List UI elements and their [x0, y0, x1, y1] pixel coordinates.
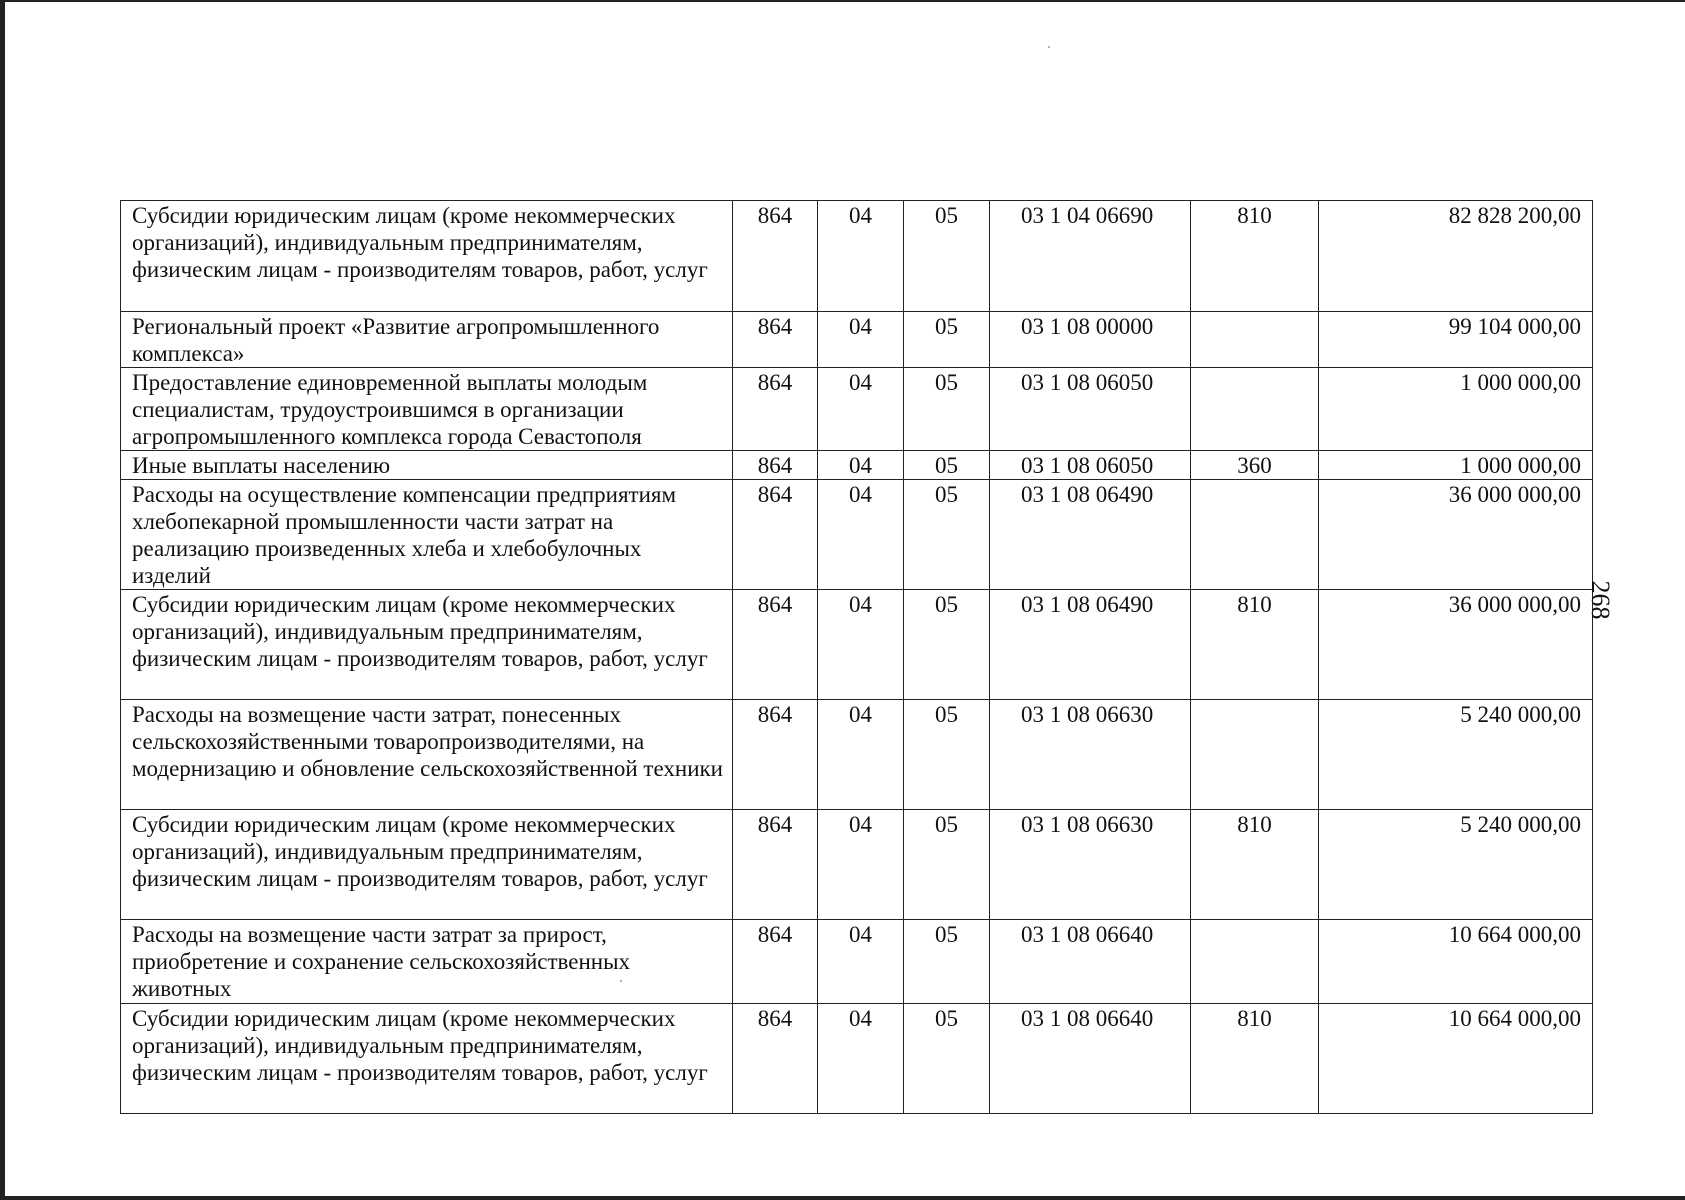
row-name-cell: Предоставление единовременной выплаты молодым специалистам, трудоустроившимся в организации агропромышленного комплекса города Севастополя	[121, 368, 733, 451]
section-cell: 04	[818, 920, 904, 1004]
ved-cell: 864	[733, 480, 818, 590]
expense-type-cell	[1191, 700, 1319, 810]
table-row	[121, 480, 1593, 590]
budget-table	[120, 200, 1593, 1114]
row-name-cell: Субсидии юридическим лицам (кроме некоммерческих организаций), индивидуальным предпринимателям, физическим лицам - производителям товаров, работ, услуг	[121, 810, 733, 920]
target-article-cell: 03 1 08 06050	[990, 368, 1191, 451]
table-row	[121, 451, 1593, 480]
target-article-cell: 03 1 04 06690	[990, 201, 1191, 312]
row-name-cell: Расходы на осуществление компенсации предприятиям хлебопекарной промышленности части затрат на реализацию произведенных хлеба и хлебобулочных изделий	[121, 480, 733, 590]
amount-cell: 36 000 000,00	[1319, 590, 1593, 700]
page-number: 268	[1586, 580, 1615, 620]
expense-type-cell	[1191, 480, 1319, 590]
subsection-cell: 05	[904, 700, 990, 810]
row-name-cell: Субсидии юридическим лицам (кроме некоммерческих организаций), индивидуальным предпринимателям, физическим лицам - производителям товаров, работ, услуг	[121, 201, 733, 312]
amount-cell: 99 104 000,00	[1319, 312, 1593, 368]
expense-type-cell: 810	[1191, 590, 1319, 700]
page-edge-bottom	[0, 1196, 1685, 1200]
table-row	[121, 201, 1593, 312]
section-cell: 04	[818, 312, 904, 368]
amount-cell: 36 000 000,00	[1319, 480, 1593, 590]
row-name-cell: Субсидии юридическим лицам (кроме некоммерческих организаций), индивидуальным предпринимателям, физическим лицам - производителям товаров, работ, услуг	[121, 590, 733, 700]
ved-cell: 864	[733, 1004, 818, 1114]
table-row	[121, 312, 1593, 368]
target-article-cell: 03 1 08 06490	[990, 480, 1191, 590]
table-row	[121, 810, 1593, 920]
amount-cell: 10 664 000,00	[1319, 1004, 1593, 1114]
subsection-cell: 05	[904, 480, 990, 590]
expense-type-cell: 810	[1191, 810, 1319, 920]
target-article-cell: 03 1 08 06490	[990, 590, 1191, 700]
expense-type-cell: 810	[1191, 201, 1319, 312]
target-article-cell: 03 1 08 06630	[990, 700, 1191, 810]
row-name-cell: Региональный проект «Развитие агропромышленного комплекса»	[121, 312, 733, 368]
ved-cell: 864	[733, 590, 818, 700]
section-cell: 04	[818, 201, 904, 312]
subsection-cell: 05	[904, 451, 990, 480]
section-cell: 04	[818, 1004, 904, 1114]
amount-cell: 1 000 000,00	[1319, 368, 1593, 451]
table-body	[121, 201, 1593, 1114]
amount-cell: 5 240 000,00	[1319, 810, 1593, 920]
ved-cell: 864	[733, 810, 818, 920]
section-cell: 04	[818, 590, 904, 700]
ved-cell: 864	[733, 920, 818, 1004]
target-article-cell: 03 1 08 06640	[990, 1004, 1191, 1114]
ved-cell: 864	[733, 201, 818, 312]
scan-speck	[1048, 46, 1050, 48]
subsection-cell: 05	[904, 590, 990, 700]
subsection-cell: 05	[904, 368, 990, 451]
section-cell: 04	[818, 480, 904, 590]
row-name-cell: Расходы на возмещение части затрат, понесенных сельскохозяйственными товаропроизводителями, на модернизацию и обновление сельскохозяйственной техники	[121, 700, 733, 810]
ved-cell: 864	[733, 312, 818, 368]
subsection-cell: 05	[904, 201, 990, 312]
ved-cell: 864	[733, 368, 818, 451]
subsection-cell: 05	[904, 312, 990, 368]
expense-type-cell: 810	[1191, 1004, 1319, 1114]
section-cell: 04	[818, 810, 904, 920]
amount-cell: 1 000 000,00	[1319, 451, 1593, 480]
expense-type-cell: 360	[1191, 451, 1319, 480]
expense-type-cell	[1191, 920, 1319, 1004]
target-article-cell: 03 1 08 06630	[990, 810, 1191, 920]
ved-cell: 864	[733, 451, 818, 480]
amount-cell: 5 240 000,00	[1319, 700, 1593, 810]
table-row	[121, 1004, 1593, 1114]
subsection-cell: 05	[904, 1004, 990, 1114]
subsection-cell: 05	[904, 810, 990, 920]
section-cell: 04	[818, 368, 904, 451]
table-row	[121, 920, 1593, 1004]
row-name-cell: Расходы на возмещение части затрат за прирост, приобретение и сохранение сельскохозяйственных животных	[121, 920, 733, 1004]
target-article-cell: 03 1 08 06050	[990, 451, 1191, 480]
target-article-cell: 03 1 08 00000	[990, 312, 1191, 368]
expense-type-cell	[1191, 368, 1319, 451]
ved-cell: 864	[733, 700, 818, 810]
row-name-cell: Иные выплаты населению	[121, 451, 733, 480]
section-cell: 04	[818, 700, 904, 810]
page-edge-top	[0, 0, 1685, 2]
table-row	[121, 368, 1593, 451]
subsection-cell: 05	[904, 920, 990, 1004]
table-row	[121, 590, 1593, 700]
target-article-cell: 03 1 08 06640	[990, 920, 1191, 1004]
expense-type-cell	[1191, 312, 1319, 368]
row-name-cell: Субсидии юридическим лицам (кроме некоммерческих организаций), индивидуальным предпринимателям, физическим лицам - производителям товаров, работ, услуг	[121, 1004, 733, 1114]
section-cell: 04	[818, 451, 904, 480]
amount-cell: 82 828 200,00	[1319, 201, 1593, 312]
page-edge-left	[0, 0, 5, 1200]
amount-cell: 10 664 000,00	[1319, 920, 1593, 1004]
table-row	[121, 700, 1593, 810]
